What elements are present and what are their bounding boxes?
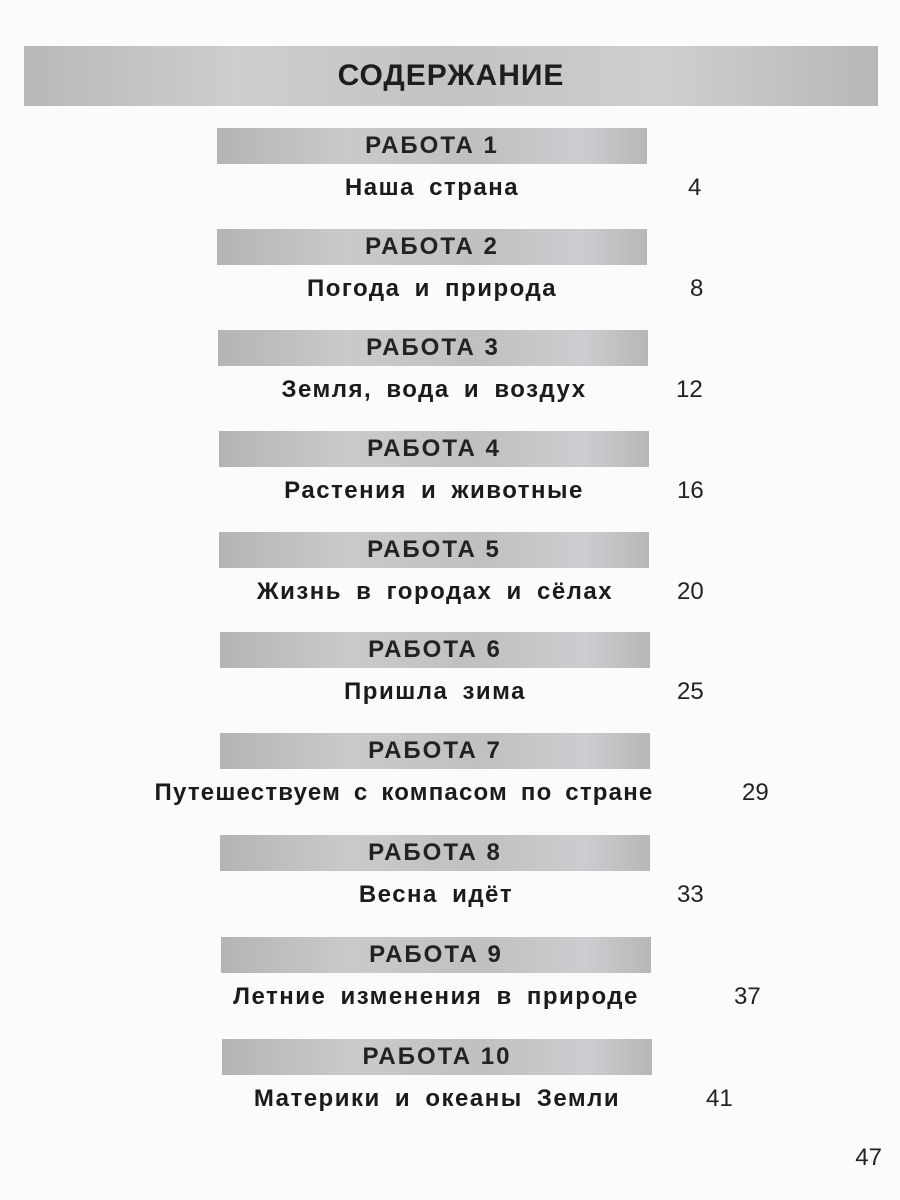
entry-page: 25 [677, 678, 704, 705]
entry-page: 29 [742, 779, 769, 806]
toc-entry [0, 937, 900, 1029]
work-label: РАБОТА 5 [367, 536, 501, 563]
work-label-bar [220, 835, 650, 871]
toc-entry [0, 229, 900, 321]
work-label: РАБОТА 7 [368, 737, 502, 764]
entry-page: 16 [677, 477, 704, 504]
toc-entry [0, 1039, 900, 1131]
entry-title: Пришла зима [344, 678, 526, 705]
work-label: РАБОТА 10 [362, 1043, 512, 1070]
entry-title: Весна идёт [358, 881, 514, 908]
toc-entry [0, 532, 900, 624]
toc-entry [0, 835, 900, 927]
entry-page: 41 [706, 1085, 733, 1112]
work-label-bar [221, 937, 651, 973]
toc-entry [0, 330, 900, 422]
toc-entry [0, 431, 900, 523]
work-label-bar [222, 1039, 652, 1075]
entry-title: Путешествуем с компасом по стране [154, 779, 654, 806]
work-label: РАБОТА 9 [369, 941, 503, 968]
entry-page: 8 [690, 275, 704, 302]
toc-entry [0, 733, 900, 825]
work-label-bar [218, 330, 648, 366]
entry-title: Наша страна [344, 174, 520, 201]
entry-title: Летние изменения в природе [233, 983, 639, 1010]
entry-title: Материки и океаны Земли [253, 1085, 621, 1112]
work-label-bar [217, 229, 647, 265]
work-label: РАБОТА 6 [368, 636, 502, 663]
work-label: РАБОТА 2 [365, 233, 499, 260]
work-label: РАБОТА 3 [366, 334, 500, 361]
toc-entry [0, 128, 900, 220]
work-label-bar [219, 532, 649, 568]
entry-page: 12 [676, 376, 703, 403]
contents-heading: СОДЕРЖАНИЕ [337, 59, 565, 92]
contents-heading-bar [24, 46, 878, 106]
toc-entry [0, 632, 900, 724]
entry-page: 33 [677, 881, 704, 908]
work-label: РАБОТА 4 [367, 435, 501, 462]
entry-title: Растения и животные [284, 477, 584, 504]
work-label: РАБОТА 8 [368, 839, 502, 866]
entry-page: 20 [677, 578, 704, 605]
work-label: РАБОТА 1 [365, 132, 499, 159]
work-label-bar [220, 733, 650, 769]
entry-page: 4 [688, 174, 702, 201]
work-label-bar [217, 128, 647, 164]
entry-page: 37 [734, 983, 761, 1010]
entry-title: Жизнь в городах и сёлах [256, 578, 614, 605]
page-number: 47 [855, 1144, 882, 1171]
work-label-bar [220, 632, 650, 668]
entry-title: Земля, вода и воздух [281, 376, 587, 403]
work-label-bar [219, 431, 649, 467]
entry-title: Погода и природа [306, 275, 558, 302]
